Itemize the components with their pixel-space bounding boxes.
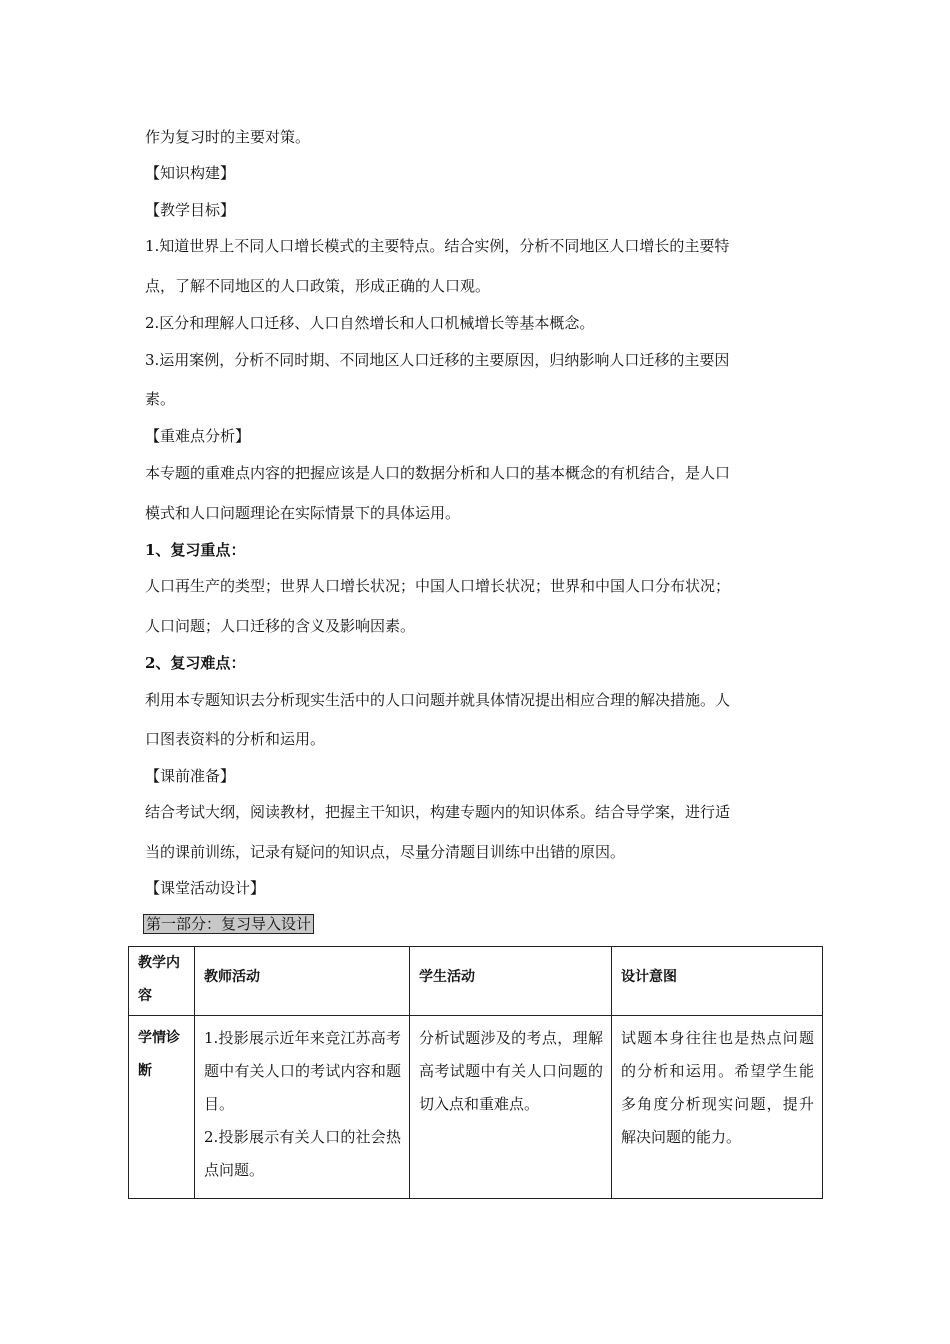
table-cell: 分析试题涉及的考点，理解高考试题中有关人口问题的切入点和重难点。 bbox=[410, 1016, 612, 1199]
header-cell: 学生活动 bbox=[410, 947, 612, 1016]
text-line: 作为复习时的主要对策。 bbox=[145, 128, 311, 146]
text-line: 结合考试大纲，阅读教材，把握主干知识，构建专题内的知识体系。结合导学案，进行适 bbox=[145, 803, 731, 821]
table-header-row bbox=[129, 947, 823, 1016]
text-line: 1.知道世界上不同人口增长模式的主要特点。结合实例，分析不同地区人口增长的主要特 bbox=[145, 237, 730, 255]
table-cell: 学情诊断 bbox=[129, 1016, 195, 1199]
subheading: 2、复习难点： bbox=[145, 654, 246, 672]
highlighted-subtitle: 第一部分：复习导入设计 bbox=[143, 914, 314, 934]
lesson-plan-table bbox=[128, 946, 823, 1199]
text-line: 口图表资料的分析和运用。 bbox=[145, 730, 326, 748]
section-heading: 【重难点分析】 bbox=[145, 427, 251, 445]
text-line: 利用本专题知识去分析现实生活中的人口问题并就具体情况提出相应合理的解决措施。人 bbox=[145, 691, 731, 709]
section-heading: 【课堂活动设计】 bbox=[145, 879, 266, 897]
section-heading: 【教学目标】 bbox=[145, 201, 236, 219]
text-line: 点，了解不同地区的人口政策，形成正确的人口观。 bbox=[145, 277, 491, 295]
section-heading: 【课前准备】 bbox=[145, 767, 236, 785]
text-line: 人口再生产的类型；世界人口增长状况；中国人口增长状况；世界和中国人口分布状况； bbox=[145, 577, 731, 595]
header-cell: 教学内容 bbox=[129, 947, 195, 1016]
table-cell: 试题本身往往也是热点问题的分析和运用。希望学生能多角度分析现实问题，提升解决问题的能力。 bbox=[612, 1016, 823, 1199]
header-cell: 设计意图 bbox=[612, 947, 823, 1016]
text-line: 本专题的重难点内容的把握应该是人口的数据分析和人口的基本概念的有机结合，是人口 bbox=[145, 464, 731, 482]
table-row bbox=[129, 1016, 823, 1199]
text-line: 模式和人口问题理论在实际情景下的具体运用。 bbox=[145, 504, 461, 522]
table-cell: 1.投影展示近年来竞江苏高考题中有关人口的考试内容和题目。 2.投影展示有关人口的社会热点问题。 bbox=[195, 1016, 410, 1199]
section-heading: 【知识构建】 bbox=[145, 164, 236, 182]
subheading: 1、复习重点： bbox=[145, 541, 246, 559]
text-line: 3.运用案例，分析不同时期、不同地区人口迁移的主要原因，归纳影响人口迁移的主要因 bbox=[145, 351, 730, 369]
header-cell: 教师活动 bbox=[195, 947, 410, 1016]
text-line: 2.区分和理解人口迁移、人口自然增长和人口机械增长等基本概念。 bbox=[145, 314, 595, 332]
text-line: 当的课前训练，记录有疑问的知识点，尽量分清题目训练中出错的原因。 bbox=[145, 843, 626, 861]
text-line: 人口问题；人口迁移的含义及影响因素。 bbox=[145, 617, 416, 635]
text-line: 素。 bbox=[145, 390, 176, 408]
